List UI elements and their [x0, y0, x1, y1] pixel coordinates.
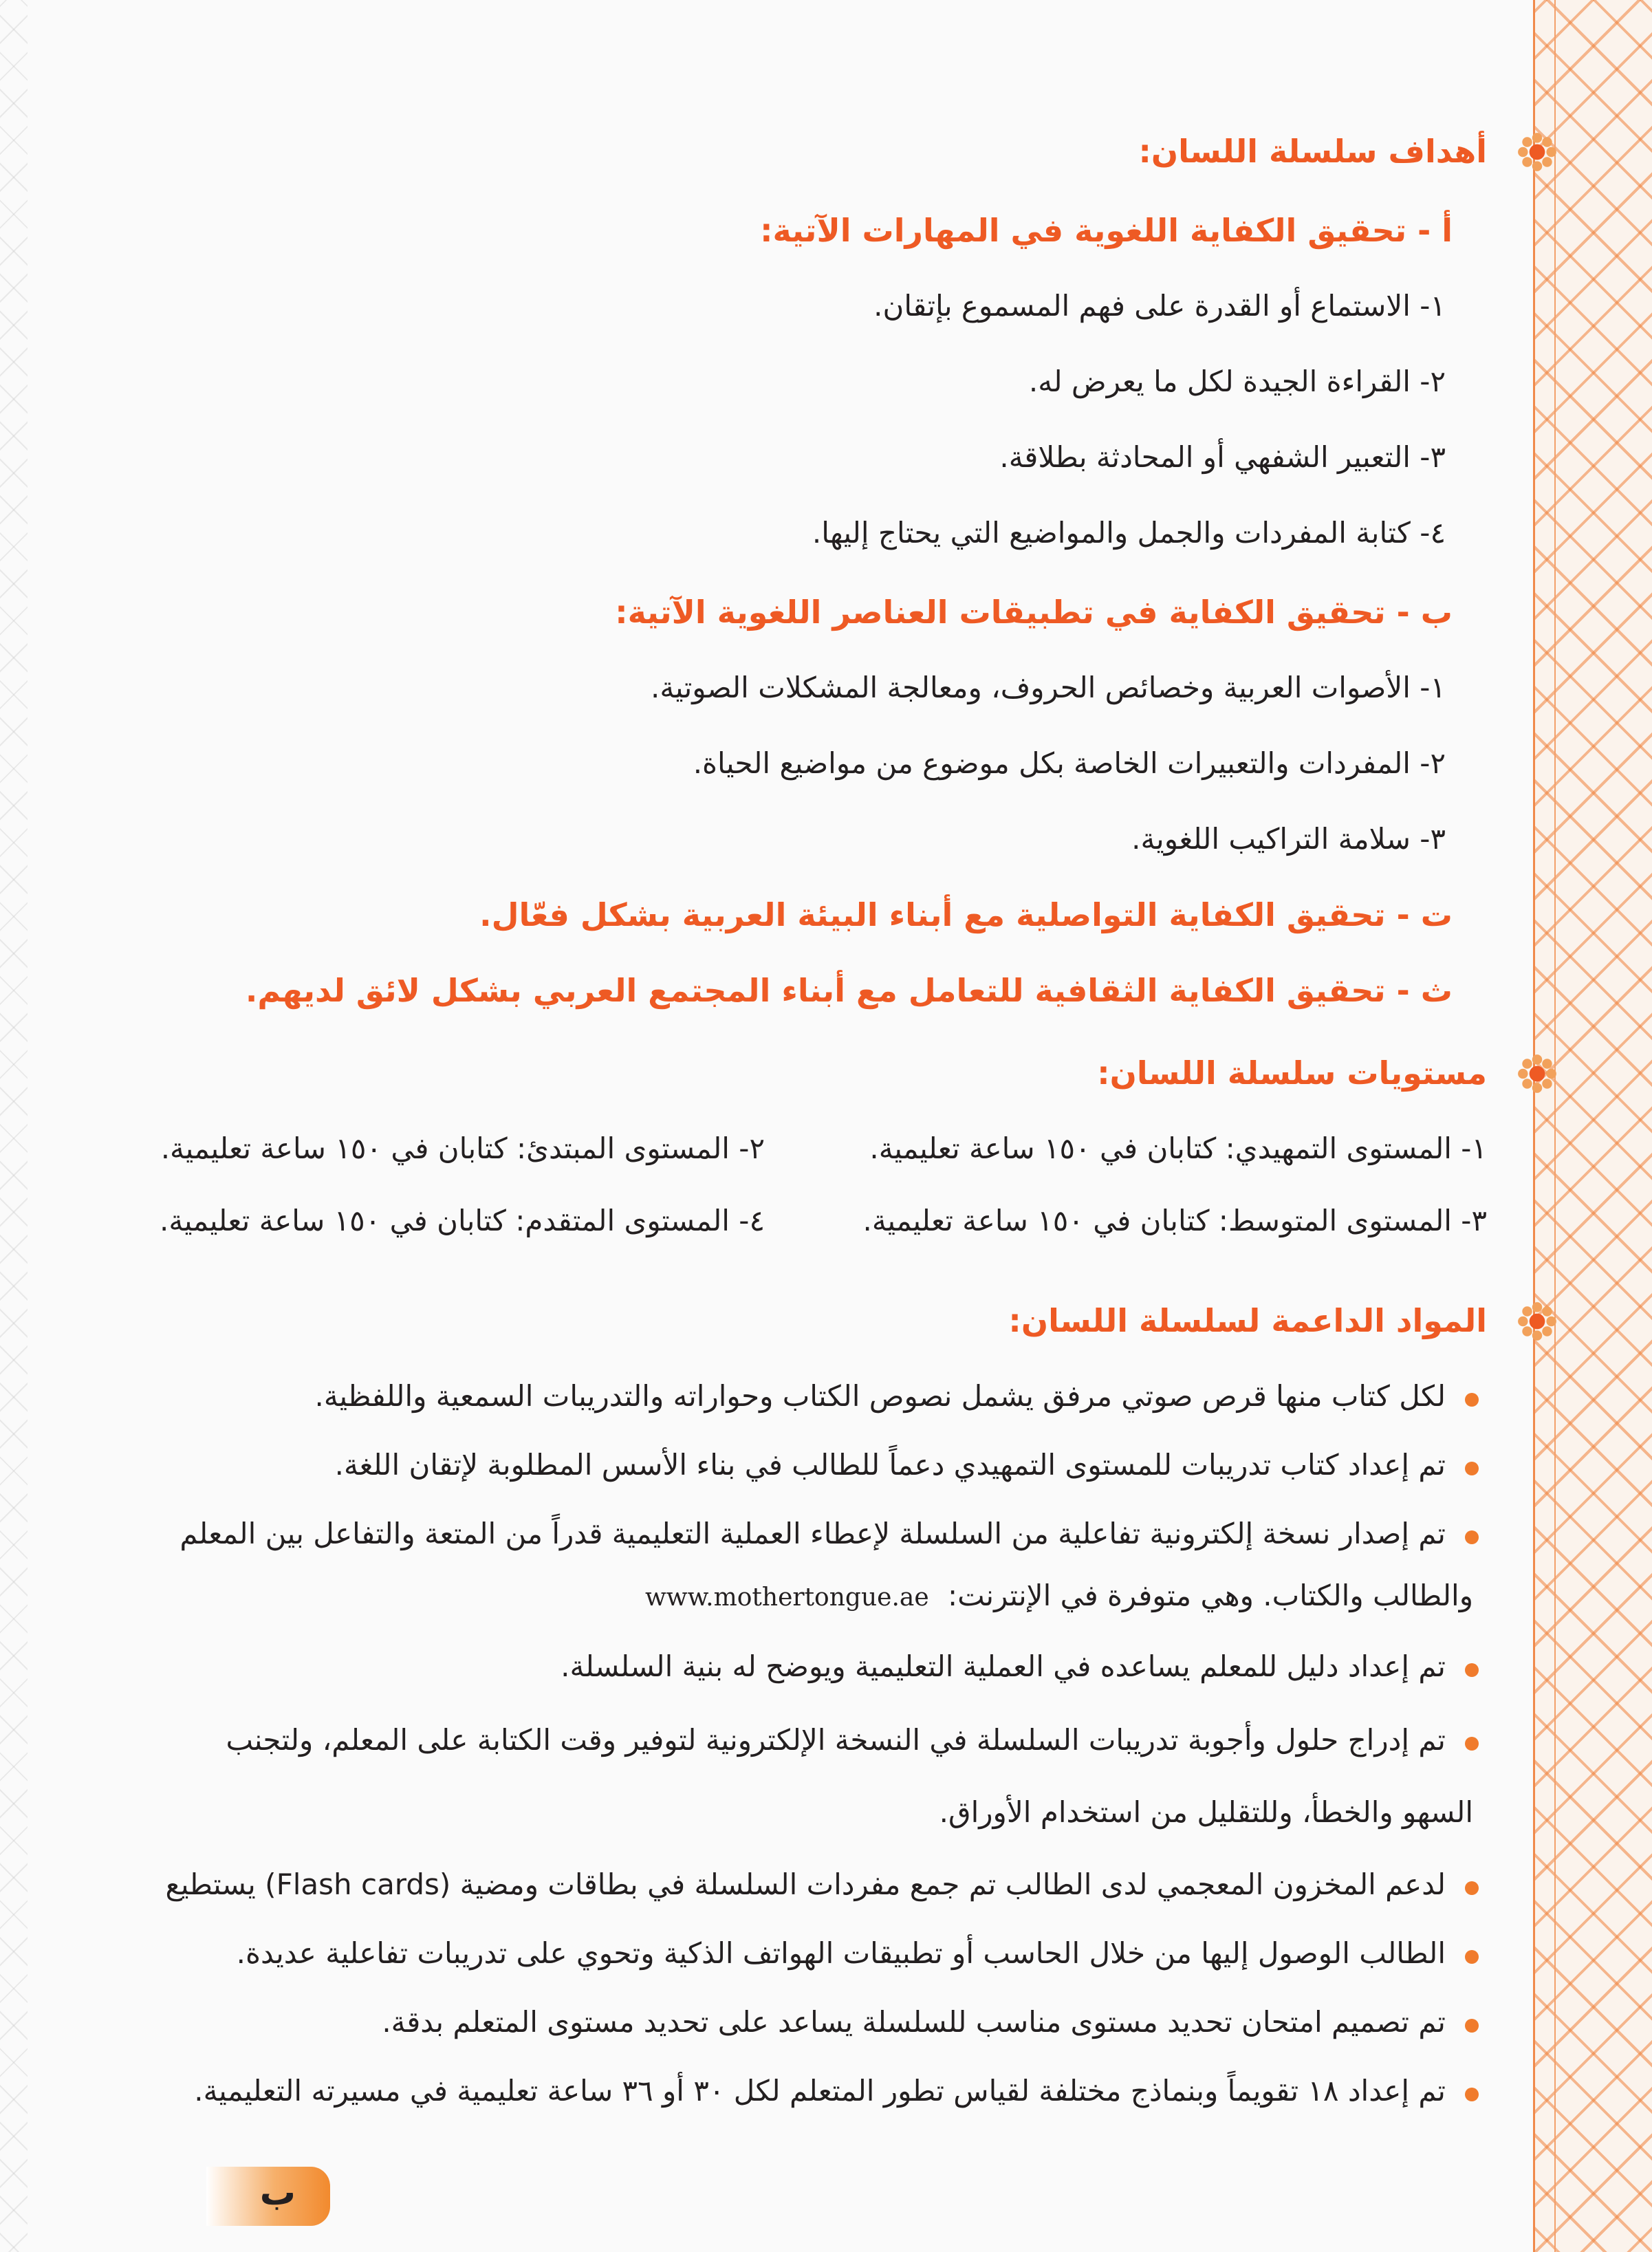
page-number-tab: [206, 2167, 330, 2226]
material-line-4: تم إعداد دليل للمعلم يساعده في العملية التعليمية ويوضح له بنية السلسلة.: [561, 1649, 1446, 1683]
goals-a-item-4: ٤- كتابة المفردات والجمل والمواضيع التي يحتاج إليها.: [812, 516, 1446, 550]
goals-b-item-1: ١- الأصوات العربية وخصائص الحروف، ومعالجة المشكلات الصوتية.: [651, 671, 1446, 704]
decorative-border: [1535, 0, 1652, 2252]
goals-b-item-2: ٢- المفردات والتعبيرات الخاصة بكل موضوع من مواضيع الحياة.: [693, 746, 1446, 780]
bullet-icon: [1465, 1530, 1479, 1544]
border-line: [1533, 0, 1535, 2252]
material-line-3b-text: والطالب والكتاب. وهي متوفرة في الإنترنت:: [948, 1579, 1473, 1612]
materials-heading: المواد الداعمة لسلسلة اللسان:: [1008, 1302, 1487, 1339]
border-line-inner: [1554, 0, 1556, 2252]
bullet-icon: [1465, 1881, 1479, 1895]
material-line-7: تم تصميم امتحان تحديد مستوى مناسب للسلسلة يساعد على تحديد مستوى المتعلم بدقة.: [382, 2005, 1446, 2039]
goals-a-item-1: ١- الاستماع أو القدرة على فهم المسموع بإتقان.: [873, 289, 1446, 323]
bullet-icon: [1465, 1663, 1479, 1677]
material-line-6b: الطالب الوصول إليها من خلال الحاسب أو تطبيقات الهواتف الذكية وتحوي على تدريبات تفاعلية عديدة.: [236, 1936, 1446, 1970]
material-line-1: لكل كتاب منها قرص صوتي مرفق يشمل نصوص الكتاب وحواراته والتدريبات السمعية واللفظية.: [314, 1379, 1446, 1413]
levels-heading: مستويات سلسلة اللسان:: [1097, 1054, 1487, 1092]
bullet-icon: [1465, 1737, 1479, 1751]
bullet-icon: [1465, 1950, 1479, 1964]
material-line-5: تم إدراج حلول وأجوبة تدريبات السلسلة في النسخة الإلكترونية لتوفير وقت الكتابة على المعلم، ولتجنب: [226, 1723, 1446, 1757]
goals-d-title: ث - تحقيق الكفاية الثقافية للتعامل مع أبناء المجتمع العربي بشكل لائق لديهم.: [245, 972, 1453, 1009]
level-item-3: ٣- المستوى المتوسط: كتابان في ١٥٠ ساعة تعليمية.: [862, 1204, 1487, 1237]
material-line-3: تم إصدار نسخة إلكترونية تفاعلية من السلسلة لإعطاء العملية التعليمية قدراً من المتعة والتفاعل بين المعلم: [180, 1517, 1446, 1550]
bullet-icon: [1465, 2019, 1479, 2033]
material-line-6: لدعم المخزون المعجمي لدى الطالب تم جمع مفردات السلسلة في بطاقات ومضية (Flash cards) يستطيع: [165, 1867, 1446, 1901]
goals-a-title: أ - تحقيق الكفاية اللغوية في المهارات الآتية:: [760, 212, 1453, 249]
flower-icon: [1516, 131, 1558, 173]
goals-c-title: ت - تحقيق الكفاية التواصلية مع أبناء البيئة العربية بشكل فعّال.: [479, 896, 1453, 933]
page-number: ب: [259, 2172, 296, 2213]
left-pattern-strip: [0, 0, 28, 2252]
flower-icon: [1516, 1052, 1558, 1095]
goals-b-title: ب - تحقيق الكفاية في تطبيقات العناصر اللغوية الآتية:: [615, 594, 1453, 631]
material-line-2: تم إعداد كتاب تدريبات للمستوى التمهيدي دعماً للطالب في بناء الأسس المطلوبة لإتقان اللغة.: [334, 1448, 1446, 1482]
website-link[interactable]: www.mothertongue.ae: [644, 1583, 929, 1612]
material-line-5b: السهو والخطأ، وللتقليل من استخدام الأوراق.: [939, 1795, 1473, 1829]
level-item-1: ١- المستوى التمهيدي: كتابان في ١٥٠ ساعة تعليمية.: [869, 1132, 1487, 1165]
bullet-icon: [1465, 2088, 1479, 2101]
level-item-2: ٢- المستوى المبتدئ: كتابان في ١٥٠ ساعة تعليمية.: [160, 1132, 765, 1165]
goals-b-item-3: ٣- سلامة التراكيب اللغوية.: [1131, 822, 1446, 856]
goals-a-item-3: ٣- التعبير الشفهي أو المحادثة بطلاقة.: [999, 440, 1446, 474]
bullet-icon: [1465, 1393, 1479, 1407]
material-line-8: تم إعداد ١٨ تقويماً وبنماذج مختلفة لقياس تطور المتعلم لكل ٣٠ أو ٣٦ ساعة تعليمية في مسيرته التعليمية.: [194, 2074, 1446, 2108]
goals-a-item-2: ٢- القراءة الجيدة لكل ما يعرض له.: [1028, 365, 1446, 398]
goals-heading: أهداف سلسلة اللسان:: [1138, 133, 1487, 170]
level-item-4: ٤- المستوى المتقدم: كتابان في ١٥٠ ساعة تعليمية.: [160, 1204, 765, 1237]
bullet-icon: [1465, 1462, 1479, 1475]
flower-icon: [1516, 1300, 1558, 1343]
material-line-3b: [645, 1575, 1473, 1618]
